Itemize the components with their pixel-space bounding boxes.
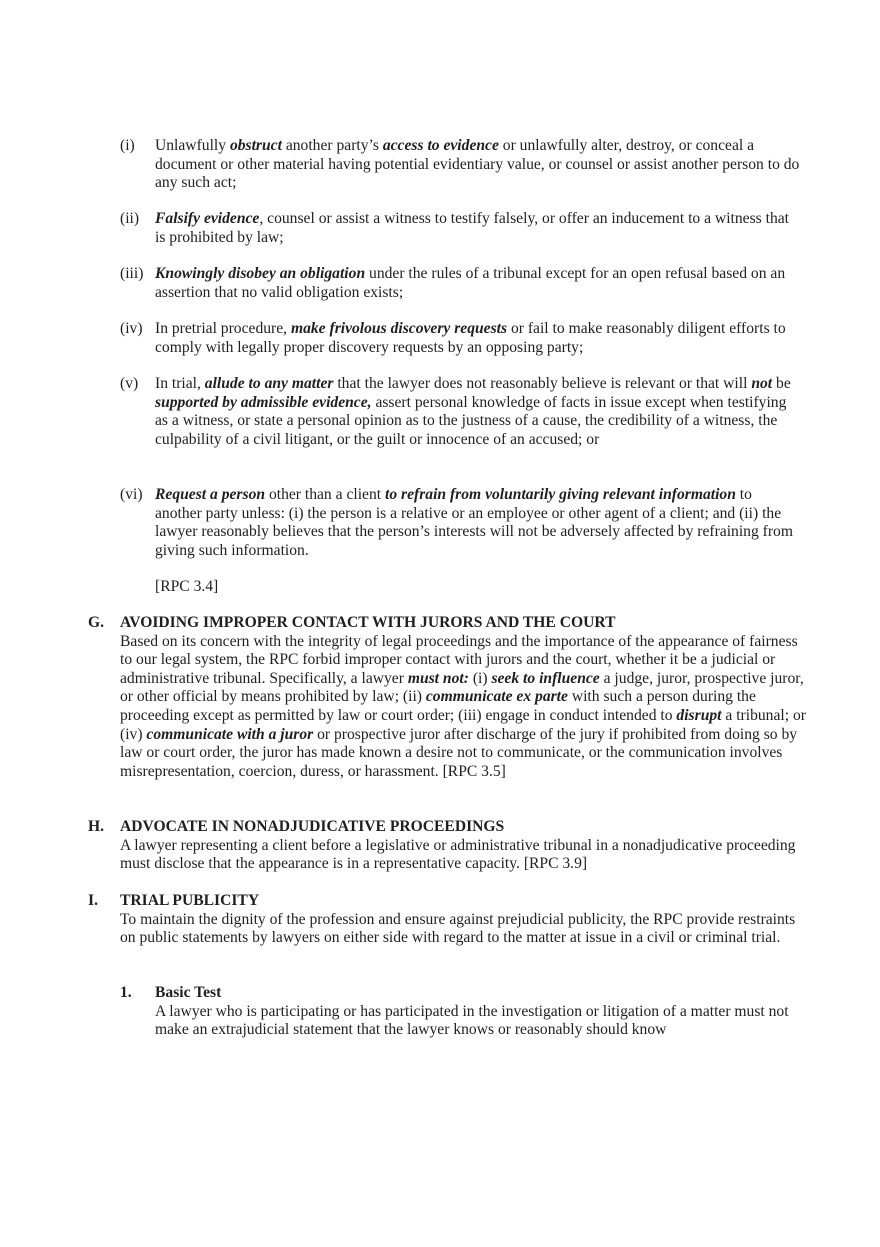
subsection-paragraph: A lawyer who is participating or has participated in the investigation or litigation of a matter must not make an extrajudicial statement that the lawyer knows or reasonably should know (155, 1002, 789, 1039)
list-item (120, 320, 800, 357)
emphasis: communicate ex parte (425, 688, 568, 706)
emphasis: must not: (407, 669, 469, 687)
list-item-text: Request a person other than a client to refrain from voluntarily giving relevant information to another party unless: (i) the person is a relative or an employee or other agent of a client; and (ii) the lawyer reasonably believes that the person’s interests will not be adversely affected by refraining from giving such information. (155, 486, 793, 559)
emphasis: Falsify evidence (155, 210, 260, 227)
list-item (120, 486, 800, 560)
list-item-number: (vi) (120, 486, 143, 503)
section-heading: ADVOCATE IN NONADJUDICATIVE PROCEEDINGS (120, 818, 505, 835)
emphasis: Request a person (155, 486, 266, 503)
subsection-basic-test (120, 984, 810, 1040)
emphasis: allude to any matter (204, 375, 334, 392)
section-paragraph: A lawyer representing a client before a legislative or administrative tribunal in a nonadjudicative proceeding must disclose that the appearance is in a representative capacity. [RPC 3.9] (120, 836, 796, 873)
list-item-text: Knowingly disobey an obligation under the rules of a tribunal except for an open refusal based on an assertion that no valid obligation exists; (155, 265, 786, 301)
emphasis: supported by admissible evidence, (155, 393, 372, 411)
emphasis: make frivolous discovery requests (290, 320, 508, 337)
emphasis: to refrain from voluntarily giving relevant information (385, 486, 736, 503)
list-item (120, 265, 800, 302)
subsection-heading: Basic Test (155, 984, 222, 1001)
list-item (120, 137, 800, 193)
subsection-number: 1. (120, 984, 132, 1001)
list-item-text: In pretrial procedure, make frivolous discovery requests or fail to make reasonably diligent efforts to comply with legally proper discovery requests by an opposing party; (155, 320, 786, 356)
list-item-number: (ii) (120, 210, 140, 227)
list-item-number: (iv) (120, 320, 143, 337)
emphasis: communicate with a juror (146, 725, 314, 743)
list-item-text: Falsify evidence, counsel or assist a witness to testify falsely, or offer an inducement to a witness that is prohibited by law; (155, 210, 789, 246)
list-item-number: (i) (120, 137, 135, 154)
list-item-number: (iii) (120, 265, 144, 282)
section-heading: TRIAL PUBLICITY (120, 892, 260, 909)
section-g (88, 614, 808, 781)
list-item-text: In trial, allude to any matter that the lawyer does not reasonably believe is relevant or that will not be supported by admissible evidence, assert personal knowledge of facts in issue except when testifying as a witness, or state a personal opinion as to the justness of a cause, the credibility of a witness, the culpability of a civil litigant, or the guilt or innocence of an accused; or (155, 375, 791, 448)
section-paragraph: To maintain the dignity of the profession and ensure against prejudicial publicity, the RPC provide restraints on public statements by lawyers on either side with regard to the matter at issue in a civil or criminal trial. (120, 910, 796, 947)
section-letter: H. (88, 818, 105, 835)
emphasis: seek to influence (491, 669, 600, 687)
list-item (120, 375, 800, 449)
list-item (120, 210, 800, 247)
emphasis: obstruct (229, 137, 282, 154)
section-h (88, 818, 808, 874)
list-item-number: (v) (120, 375, 139, 392)
emphasis: Knowingly disobey an obligation (155, 265, 366, 282)
list-item-text: Unlawfully obstruct another party’s access to evidence or unlawfully alter, destroy, or conceal a document or other material having potential evidentiary value, or counsel or assist another person to do any such act; (155, 137, 800, 192)
emphasis: access to evidence (382, 137, 499, 154)
emphasis: disrupt (676, 706, 722, 724)
rpc-citation: [RPC 3.4] (155, 578, 219, 595)
section-letter: I. (88, 892, 98, 909)
section-heading: AVOIDING IMPROPER CONTACT WITH JURORS AND THE COURT (120, 614, 616, 631)
emphasis: not (751, 375, 773, 392)
section-paragraph: Based on its concern with the integrity of legal proceedings and the importance of the appearance of fairness to our legal system, the RPC forbid improper contact with jurors and the court, whether it be a judicial or administrative tribunal. Specifically, a lawyer must not: (i) seek to influence a judge, juror, prospective juror, or other official by means prohibited by law; (ii) communicate ex parte with such a person during the proceeding except as permitted by law or court order; (iii) engage in conduct intended to disrupt a tribunal; or (iv) communicate with a juror or prospective juror after discharge of the jury if prohibited from doing so by law or court order, the juror has made known a desire not to communicate, or the communication involves misrepresentation, coercion, duress, or harassment. [RPC 3.5] (120, 632, 806, 780)
section-letter: G. (88, 614, 105, 631)
section-i (88, 892, 808, 948)
